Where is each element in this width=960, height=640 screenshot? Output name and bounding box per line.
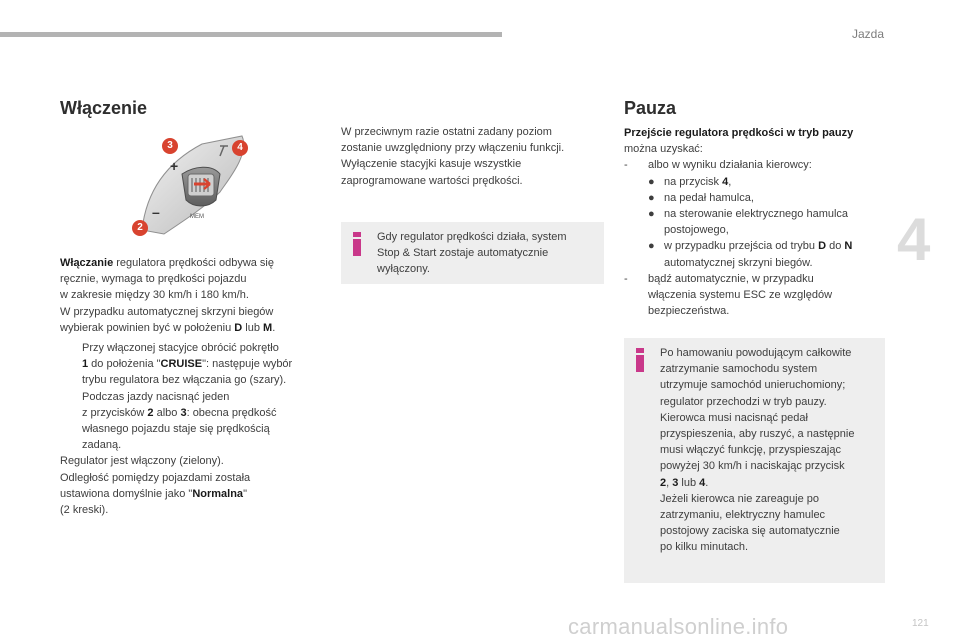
info-line: po kilku minutach.: [660, 541, 749, 554]
intro-lub: lub: [242, 321, 264, 334]
bullet-text: na pedał hamulca,: [664, 191, 754, 204]
dash-marker: -: [624, 159, 628, 172]
title-pauza: Pauza: [624, 98, 677, 118]
plus-label: +: [170, 158, 179, 174]
tail-line: Odległość pomiędzy pojazdami została: [60, 471, 251, 484]
intro-paragraph: [60, 255, 330, 336]
info-line: regulator przechodzi w tryb pauzy.: [660, 395, 827, 408]
step-text: zadaną.: [82, 439, 122, 452]
pause-list: [624, 125, 894, 319]
bullet-text: automatycznej skrzyni biegów.: [664, 256, 813, 269]
callout-3: 3: [162, 138, 178, 154]
bullet-icon: ●: [648, 175, 655, 188]
button-ref: 2: [660, 476, 667, 489]
gear-n: N: [844, 240, 853, 253]
callout-4: 4: [232, 140, 248, 156]
button-ref: 3: [180, 406, 187, 419]
callout-2: 2: [132, 220, 148, 236]
section-title: Jazda: [851, 27, 884, 41]
gear-m: M: [263, 321, 273, 334]
mem-label: MEM: [190, 214, 204, 220]
step-text: ": następuje wybór: [202, 358, 293, 371]
bullet-item: [624, 190, 894, 206]
dash-text: bądź automatycznie, w przypadku: [648, 272, 814, 285]
info-line: utrzymuje samochód unieruchomiony;: [660, 379, 846, 392]
button-ref: 2: [147, 406, 154, 419]
dash-item-1: [624, 157, 894, 173]
chapter-number: 4: [897, 206, 931, 273]
info-box-pause: [624, 338, 885, 583]
step-num: 1: [82, 358, 89, 371]
step-text: własnego pojazdu staje się prędkością: [82, 423, 270, 436]
header-rule: [0, 32, 502, 37]
info-line: Po hamowaniu powodującym całkowite: [660, 347, 852, 359]
page-number: 121: [912, 618, 929, 629]
bullet-text: postojowego,: [664, 224, 729, 237]
dash-marker: -: [624, 272, 628, 285]
bullet-text: w przypadku przejścia od trybu: [664, 240, 819, 253]
bullet-icon: ●: [648, 240, 655, 253]
intro-line: w zakresie między 30 km/h i 180 km/h.: [60, 289, 249, 302]
middle-paragraph: [341, 124, 611, 189]
info-line: powyżej 30 km/h i naciskając przycisk: [660, 460, 845, 473]
dash-text: albo w wyniku działania kierowcy:: [648, 159, 812, 172]
info-line: Kierowca musi nacisnąć pedał: [660, 411, 808, 424]
bullet-item: [624, 238, 894, 270]
step-text: : obecna prędkość: [186, 406, 277, 419]
info-line: musi włączyć funkcję, przyspieszając: [660, 444, 841, 457]
intro-line: regulatora prędkości odbywa się: [113, 257, 274, 269]
info-line: zatrzymanie samochodu system: [660, 363, 818, 376]
gear-d: D: [818, 240, 827, 253]
steps-list: [60, 340, 335, 518]
step-text: z przycisków: [82, 406, 148, 419]
watermark: carmanualsonline.info: [568, 614, 789, 639]
info-lub: lub: [678, 476, 700, 489]
step-text: do położenia ": [88, 358, 161, 371]
intro-line: ręcznie, wymaga to prędkości pojazdu: [60, 273, 247, 286]
intro-line: wybierak powinien być w położeniu: [60, 321, 235, 334]
middle-line: Wyłączenie stacyjki kasuje wszystkie: [341, 158, 522, 171]
tail-line: ustawiona domyślnie jako ": [60, 487, 193, 500]
info-line: zatrzymaniu, elektryczny hamulec: [660, 509, 826, 522]
bullet-item: [624, 206, 894, 238]
info-text: [377, 229, 597, 278]
info-line: Jeżeli kierowca nie zareaguje po: [660, 492, 819, 505]
dash-text: włączenia systemu ESC ze względów: [648, 289, 833, 302]
info-box-stop-start: [341, 222, 604, 284]
bullet-icon: ●: [648, 191, 655, 204]
dash-text: bezpieczeństwa.: [648, 305, 730, 318]
bullet-text: na sterowanie elektrycznego hamulca: [664, 208, 849, 221]
info-text: [660, 345, 882, 556]
info-line: przyspieszenia, aby ruszyć, a następnie: [660, 428, 855, 441]
info-dot: .: [705, 476, 709, 489]
step-text: Podczas jazdy nacisnąć jeden: [82, 390, 230, 403]
minus-label: –: [152, 204, 160, 220]
lead-rest: można uzyskać:: [624, 143, 703, 156]
button-ref: 4: [699, 476, 706, 489]
info-line: Stop & Start zostaje automatycznie: [377, 247, 549, 260]
step-text: albo: [153, 406, 181, 419]
steering-control-illustration: [124, 134, 264, 242]
button-ref: 3: [672, 476, 679, 489]
intro-end: .: [272, 321, 276, 334]
tail-line: (2 kreski).: [60, 504, 109, 517]
intro-line: W przypadku automatycznej skrzyni biegów: [60, 305, 274, 318]
info-sep: ,: [666, 476, 673, 489]
middle-line: zostanie uwzględniony przy włączeniu funkcji.: [341, 142, 565, 155]
tail-line: Regulator jest włączony (zielony).: [60, 455, 224, 468]
dash-item-2: [624, 271, 894, 320]
info-icon: [353, 232, 361, 256]
bullet-icon: ●: [648, 208, 655, 221]
tail-line: ": [243, 487, 247, 500]
bullet-item: [624, 174, 894, 190]
info-line: wyłączony.: [377, 263, 430, 276]
bullet-text: ,: [728, 175, 732, 188]
info-line: Gdy regulator prędkości działa, system: [377, 231, 567, 243]
info-line: postojowy zaciska się automatycznie: [660, 525, 840, 538]
step-2: [60, 389, 335, 454]
bullet-text: na przycisk: [664, 175, 723, 188]
step-1: [60, 340, 335, 389]
info-icon: [636, 348, 644, 372]
cruise-label: CRUISE: [160, 358, 203, 371]
bullet-text: do: [826, 240, 845, 253]
step-text: Przy włączonej stacyjce obrócić pokrętło: [82, 342, 279, 354]
middle-line: W przeciwnym razie ostatni zadany poziom: [341, 126, 552, 138]
title-wlaczenie: Włączenie: [60, 98, 148, 118]
intro-bold: Włączanie: [60, 257, 114, 269]
middle-line: zaprogramowane wartości prędkości.: [341, 174, 523, 187]
step-text: trybu regulatora bez włączania go (szary).: [82, 374, 287, 387]
lead-bold: Przejście regulatora prędkości w tryb pauzy: [624, 127, 854, 139]
gear-d: D: [234, 321, 243, 334]
button-ref: 4: [722, 175, 729, 188]
normal-label: Normalna: [192, 487, 244, 500]
